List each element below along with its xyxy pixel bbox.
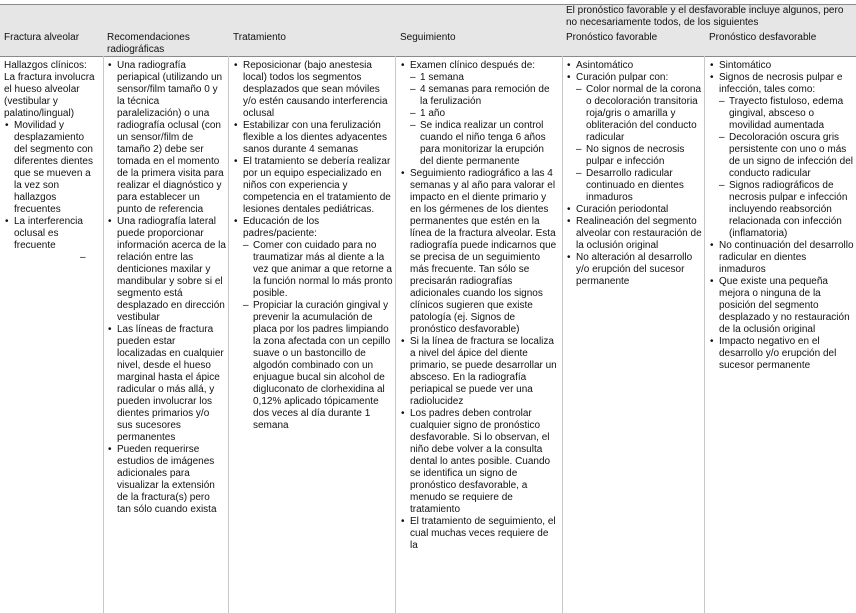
sub-list-item: – Signos radiográficos de necrosis pulpar e infección incluyendo reabsorción relacionada con infección (inflamatoria) [709, 180, 854, 240]
sub-list-item: – Comer con cuidado para no traumatizar más al diente a la vez que animar a que retorne a la función normal lo más pronto posible. [233, 240, 393, 300]
sub-list-item: – Desarrollo radicular continuado en dientes inmaduros [566, 168, 702, 204]
list-item: • Una radiografía lateral puede proporcionar información acerca de la relación entre las denticiones maxilar y mandibular y sobre si el segmento está desplazado en dirección vestibular [107, 216, 226, 324]
list-item: • Los padres deben controlar cualquier signo de pronóstico desfavorable. Si lo observan, el niño debe volver a la consulta dental lo antes posible. Cuando se identifica un signo de pronóstico desfavorable, a menudo se requiere de tratamiento [400, 408, 558, 516]
list-item: • Que existe una pequeña mejora o ninguna de la posición del segmento desplazado y no restauración de la oclusión original [709, 276, 854, 336]
sub-list-item: – Color normal de la corona o decoloración transitoria roja/gris o amarilla y obliteración del conducto radicular [566, 84, 702, 144]
column-divider [103, 56, 104, 613]
list-item: • Sintomático [709, 60, 854, 72]
header-fractura-alveolar: Fractura alveolar [4, 32, 80, 43]
list-item: • Signos de necrosis pulpar e infección, tales como: [709, 72, 854, 96]
column-divider [562, 56, 563, 613]
list-item: • No alteración al desarrollo y/o erupción del sucesor permanente [566, 252, 702, 288]
column-divider [395, 56, 396, 613]
list-item: • Curación pulpar con: [566, 72, 702, 84]
trailing-dash: – [80, 252, 86, 263]
header-recomendaciones: Recomendaciones radiográficas [107, 32, 190, 55]
column-pronostico-favorable [566, 60, 702, 288]
header-pronostico-favorable: Pronóstico favorable [566, 32, 658, 43]
sub-list-item: – 1 semana [400, 72, 558, 84]
column-seguimiento [400, 60, 558, 552]
list-item: • Estabilizar con una ferulización flexible a los dientes adyacentes sanos durante 4 semanas [233, 120, 393, 156]
list-item: • Movilidad y desplazamiento del segmento con diferentes dientes que se mueven a la vez son hallazgos frecuentes [4, 120, 100, 216]
list-item: • El tratamiento de seguimiento, el cual muchas veces requiere de la [400, 516, 558, 552]
header-tratamiento: Tratamiento [233, 32, 286, 43]
list-item: • Impacto negativo en el desarrollo y/o erupción del sucesor permanente [709, 336, 854, 372]
list-item: • Asintomático [566, 60, 702, 72]
list-item: • Educación de los padres/paciente: [233, 216, 393, 240]
header-rule [0, 56, 856, 57]
list-item: • Una radiografía periapical (utilizando un sensor/film tamaño 0 y la técnica paralelización) o una radiografía oclusal (con un sensor/film de tamaño 2) debe ser tomada en el momento de la primera visita para realizar el diagnóstico y para establecer un punto de referencia [107, 60, 226, 216]
list-item: • Seguimiento radiográfico a las 4 semanas y al año para valorar el impacto en el diente primario y en los gérmenes de los dientes permanentes que estén en la línea de la fractura alveolar. Esta radiografía puede indicarnos que se precisa de un seguimiento más frecuente. Tan sólo se precisarán radiografías adicionales cuando los signos clínicos sugieren que existe patología (ej. Signos de pronóstico desfavorable) [400, 168, 558, 336]
sub-list-item: – No signos de necrosis pulpar e infección [566, 144, 702, 168]
column-tratamiento [233, 60, 393, 432]
sub-list-item: – Propiciar la curación gingival y prevenir la acumulación de placa por los padres limpiando la zona afectada con un cepillo suave o un bastoncillo de algodón combinado con un enjuague bucal sin alcohol de digluconato de clorhexidina al 0,12% aplicado tópicamente dos veces al día durante 1 semana [233, 300, 393, 432]
sub-list-item: – 4 semanas para remoción de la ferulización [400, 84, 558, 108]
clinical-findings-intro: Hallazgos clínicos: La fractura involucra el hueso alveolar (vestibular y palatino/lingual) [4, 60, 95, 119]
list-item: • Las líneas de fractura pueden estar localizadas en cualquier nivel, desde el hueso marginal hasta el ápice radicular o más allá, y pueden involucrar los dientes primarios y/o sus sucesores permanentes [107, 324, 226, 444]
column-divider [228, 56, 229, 613]
list-item: • Curación periodontal [566, 204, 702, 216]
column-recomendaciones [107, 60, 226, 516]
sub-list-item: – 1 año [400, 108, 558, 120]
header-seguimiento: Seguimiento [400, 32, 456, 43]
list-item: • Reposicionar (bajo anestesia local) todos los segmentos desplazados que sean móviles y/o estén causando interferencia oclusal [233, 60, 393, 120]
sub-list-item: – Se indica realizar un control cuando el niño tenga 6 años para monitorizar la erupción del diente permanente [400, 120, 558, 168]
list-item: • El tratamiento se debería realizar por un equipo especializado en niños con experiencia y competencia en el tratamiento de lesiones dentales pediátricas. [233, 156, 393, 216]
list-item: • No continuación del desarrollo radicular en dientes inmaduros [709, 240, 854, 276]
sub-list-item: – Trayecto fistuloso, edema gingival, absceso o movilidad aumentada [709, 96, 854, 132]
list-item: • Pueden requerirse estudios de imágenes adicionales para visualizar la extensión de la fractura(s) pero tan sólo cuando exista [107, 444, 226, 516]
sub-list-item: – Decoloración oscura gris persistente con uno o más de un signo de infección del conducto radicular [709, 132, 854, 180]
list-item: • Realineación del segmento alveolar con restauración de la oclusión original [566, 216, 702, 252]
header-pronostico-desfavorable: Pronóstico desfavorable [709, 32, 817, 43]
column-divider [704, 56, 705, 613]
list-item: • Si la línea de fractura se localiza a nivel del ápice del diente primario, se puede desarrollar un absceso. En la radiografía periapical se puede ver una radiolucidez [400, 336, 558, 408]
column-pronostico-desfavorable [709, 60, 854, 372]
column-fractura-alveolar [4, 60, 100, 264]
list-item: • La interferencia oclusal es frecuente [4, 216, 100, 252]
prognosis-spanning-header: El pronóstico favorable y el desfavorable incluye algunos, pero no necesariamente todos, de los siguientes [566, 5, 844, 28]
list-item: • Examen clínico después de: [400, 60, 558, 72]
